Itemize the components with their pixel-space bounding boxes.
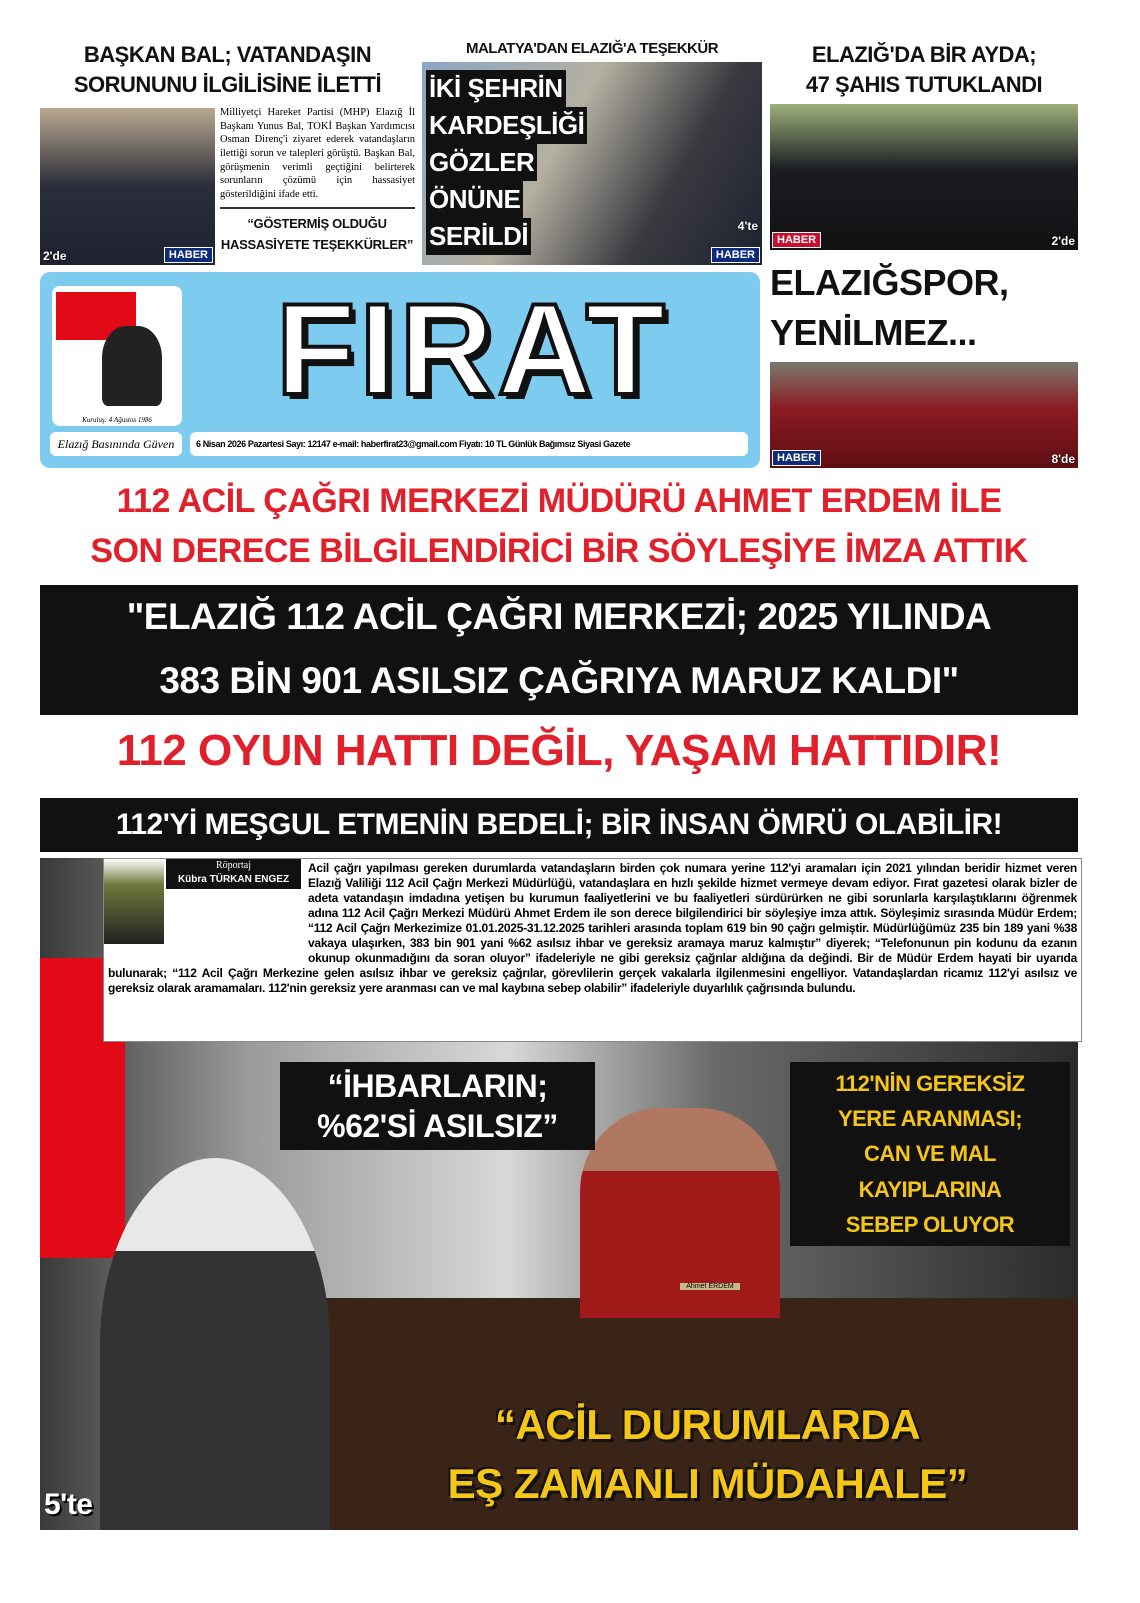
quote-line: 112'NİN GEREKSİZ — [835, 1071, 1025, 1096]
quote-line: KAYIPLARINA — [858, 1176, 1002, 1202]
main-headline-red-1[interactable]: 112 ACİL ÇAĞRI MERKEZİ MÜDÜRÜ AHMET ERDEM İLE — [116, 482, 1002, 520]
byline-author: Kübra TÜRKAN ENGEZ — [177, 874, 290, 885]
byline-label: Röportaj — [216, 860, 251, 871]
masthead — [40, 272, 760, 468]
headline-line: YENİLMEZ... — [770, 312, 977, 353]
top-left-photo — [40, 108, 215, 265]
interviewer — [100, 1158, 330, 1530]
quote-bottom — [385, 1392, 1030, 1518]
founded-text: Kuruluş: 4 Ağustos 1986 — [82, 416, 152, 424]
page-ref-main[interactable]: 5'te — [44, 1488, 93, 1521]
quote-line: “GÖSTERMİŞ OLDUĞU — [247, 216, 387, 231]
sport-photo — [770, 362, 1078, 468]
author-photo — [104, 859, 164, 944]
top-right-headline[interactable] — [770, 40, 1078, 100]
overlay-line: KARDEŞLİĞİ — [426, 107, 587, 144]
haber-tag: HABER — [164, 247, 213, 263]
nameplate: Ahmet ERDEM — [680, 1283, 740, 1290]
haber-tag: HABER — [772, 450, 821, 466]
band-line: 383 BİN 901 ASILSIZ ÇAĞRIYA MARUZ KALDI" — [159, 660, 959, 701]
top-mid-photo — [422, 62, 762, 265]
sport-headline[interactable] — [770, 258, 1078, 358]
page-ref: 4'te — [737, 219, 758, 233]
page-ref: 2'de — [1051, 234, 1075, 248]
overlay-line: ÖNÜNE — [426, 181, 523, 218]
band-line: "ELAZIĞ 112 ACİL ÇAĞRI MERKEZİ; 2025 YILINDA — [126, 596, 992, 637]
quote-right — [790, 1062, 1070, 1246]
headline-line: ELAZIĞ'DA BİR AYDA; — [811, 42, 1037, 67]
interview-box — [103, 858, 1082, 1042]
divider — [220, 207, 415, 209]
top-right-photo — [770, 104, 1078, 250]
main-headline-red-2[interactable]: SON DERECE BİLGİLENDİRİCİ BİR SÖYLEŞİYE İMZA ATTIK — [90, 532, 1028, 570]
interview-body: Acil çağrı yapılması gereken durumlarda vatandaşların birden çok numara yerine 112'yi aramaları için 2021 yılından beridir hizmet veren Elazığ Valiliği 112 Acil Çağrı Merkezi Müdürlüğü, vatandaşlara en hızlı şekilde hizmet vermeye devam ediyor. Fırat gazetesi olarak bizler de adeta vatandaşın imdadına yetişen bu kurumun faaliyetlerini ve bu faaliyetleri sürdürürken ne gibi sorunlarla karşılaştıklarını öğrenmek adına 112 Acil Çağrı Merkezi Müdürü Ahmet Erdem ile son derece bilgilendirici bir söyleşiye imza attık. Söyleşimiz sırasında Müdür Erdem; “112 Acil Çağrı Merkezimize 01.01.2025-31.12.2025 tarihleri arasında toplam 619 bin 90 çağrı gelmiştir. Müdürlüğümüz 235 bin 189 yani %38 vakaya ulaşırken, 383 bin 901 yani %62 asılsız ihbar ve gereksiz aramaya maruz kalmıştır” diyerek; “Telefonunun pin kodunu da ezanın okunup okunmadığını da soran oluyor” ifadeleriyle ne gibi gereksiz çağrılar aldığına da değindi. Bir de Müdür Erdem hayati bir uyarıda bulunarak; “112 Acil Çağrı Merkezine gelen asılsız ihbar ve gereksiz çağrılar, görevlilerin gerçek vakalarla ilgilenmesini engelliyor. Vatandaşlardan ricamız 112'yi asılsız ve gereksiz olarak aramamaları. 112'nin gereksiz yere aranması can ve mal kaybına sebep olabilir” ifadeleriyle duyarlılık çağrısında bulundu. — [108, 861, 1077, 995]
haber-tag: HABER — [772, 232, 821, 248]
quote-line: CAN VE MAL — [864, 1141, 996, 1167]
logo-firat: FIRAT — [275, 276, 670, 422]
haber-tag: HABER — [711, 247, 760, 263]
headline-line: BAŞKAN BAL; VATANDAŞIN — [83, 42, 372, 67]
quote-line: %62'Sİ ASILSIZ” — [317, 1108, 558, 1144]
quote-line: SEBEP OLUYOR — [845, 1211, 1015, 1237]
overlay-line: GÖZLER — [426, 144, 537, 181]
black-band-1 — [40, 585, 1078, 715]
quote-line: YERE ARANMASI; — [837, 1106, 1023, 1132]
headline-line: SORUNUNU İLGİLİSİNE İLETTİ — [73, 72, 382, 97]
quote-line: “ACİL DURUMLARDA — [494, 1401, 921, 1448]
quote-left — [280, 1062, 595, 1150]
masthead-info: 6 Nisan 2026 Pazartesi Sayı: 12147 e-mail: haberfirat23@gmail.com Fiyatı: 10 TL Günlük Bağımsız Siyasi Gazete — [190, 432, 748, 456]
page-ref: 8'de — [1051, 452, 1075, 466]
top-left-quote — [218, 214, 416, 256]
black-band-2: 112'Yİ MEŞGUL ETMENİN BEDELİ; BİR İNSAN ÖMRÜ OLABİLİR! — [40, 798, 1078, 852]
headline-line: 47 ŞAHIS TUTUKLANDI — [805, 72, 1043, 97]
byline — [166, 859, 301, 889]
quote-line: EŞ ZAMANLI MÜDAHALE” — [447, 1459, 968, 1507]
top-left-body: Milliyetçi Hareket Partisi (MHP) Elazığ İl Başkanı Yunus Bal, TOKİ Başkan Yardımcısı Osman Direnç'i ziyaret ederek vatandaşların ilettiği sorun ve talepleri görüştü. Başkan Bal, görüşmenin verimli geçtiğini belirterek sorunların çözümü için hassasiyet gösterildiğini ifade etti. — [220, 107, 415, 200]
overlay-line: SERİLDİ — [426, 218, 531, 255]
quote-line: HASSASİYETE TEŞEKKÜRLER” — [220, 236, 414, 252]
quote-line: “İHBARLARIN; — [327, 1068, 548, 1104]
overlay-line: İKİ ŞEHRİN — [426, 70, 566, 107]
headline-line: ELAZIĞSPOR, — [770, 262, 1009, 303]
page-ref: 2'de — [43, 249, 67, 263]
main-headline-red-3[interactable]: 112 OYUN HATTI DEĞİL, YAŞAM HATTIDIR! — [116, 726, 1002, 775]
slogan: Elazığ Basınında Güven — [50, 432, 182, 456]
top-mid-header[interactable]: MALATYA'DAN ELAZIĞ'A TEŞEKKÜR — [465, 40, 719, 57]
top-left-headline[interactable] — [40, 40, 415, 100]
ataturk-flag-logo — [52, 286, 182, 426]
